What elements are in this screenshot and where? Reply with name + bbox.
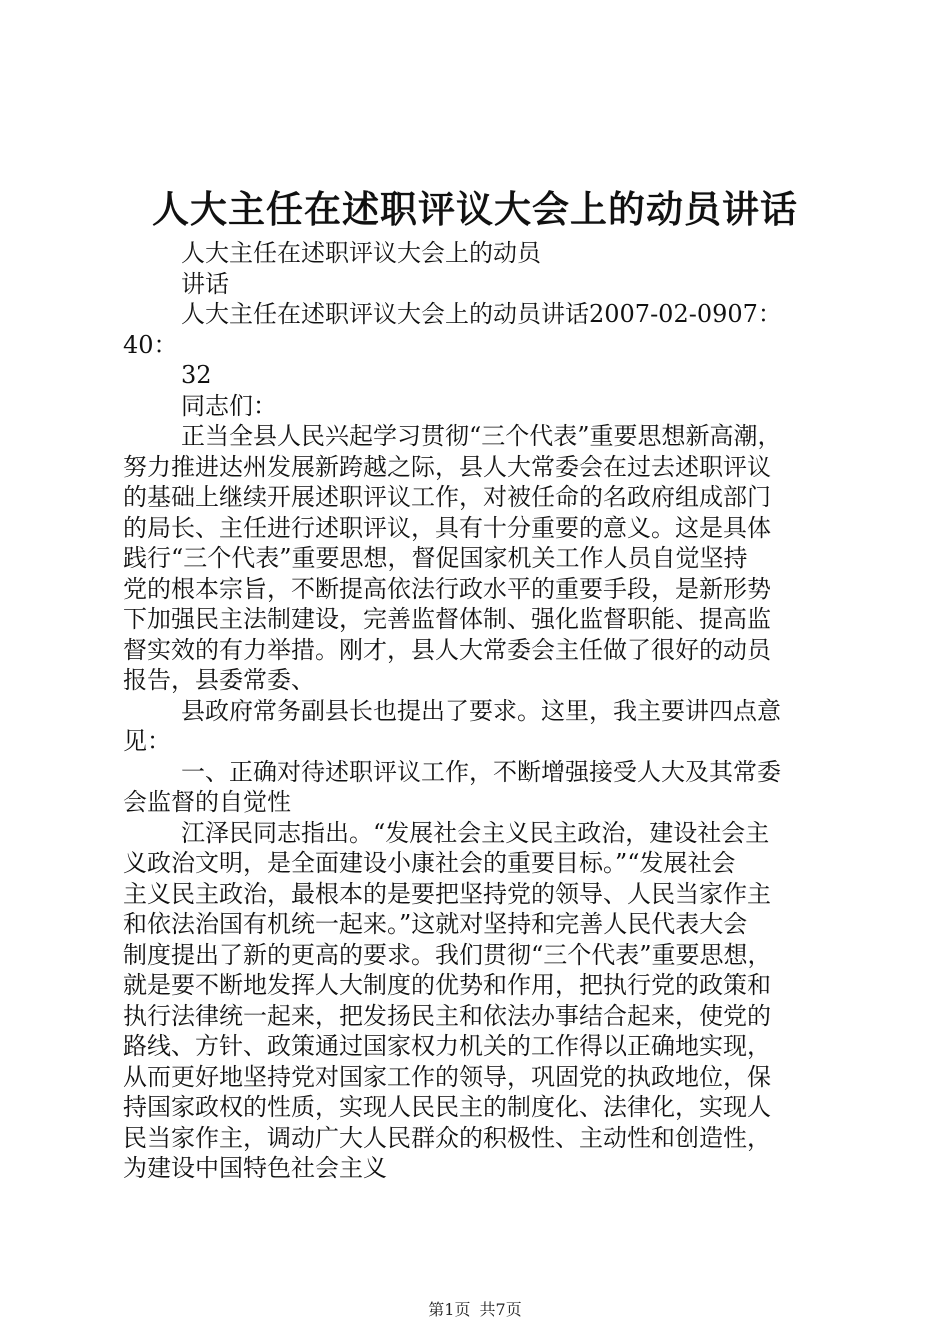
paragraph-line: 报告，县委常委、	[123, 666, 315, 694]
paragraph-line: 的基础上继续开展述职评议工作，对被任命的名政府组成部门	[123, 483, 771, 511]
page-footer	[0, 1297, 950, 1320]
paragraph-line: 为建设中国特色社会主义	[123, 1154, 387, 1182]
page-number: 第1页	[428, 1300, 471, 1319]
section-heading: 一、正确对待述职评议工作，不断增强接受人大及其常委	[181, 757, 781, 786]
date-line: 32	[181, 361, 212, 389]
paragraph-line: 践行“三个代表”重要思想，督促国家机关工作人员自觉坚持	[123, 544, 748, 572]
page-total: 共7页	[479, 1300, 522, 1319]
paragraph-line: 义政治文明，是全面建设小康社会的重要目标。”“发展社会	[123, 849, 736, 877]
subtitle-line: 讲话	[181, 269, 229, 298]
paragraph-line: 见：	[123, 727, 171, 755]
paragraph-line: 执行法律统一起来，把发扬民主和依法办事结合起来，使党的	[123, 1001, 771, 1030]
salutation: 同志们：	[181, 391, 277, 420]
paragraph-line: 主义民主政治，最根本的是要把坚持党的领导、人民当家作主	[123, 879, 771, 908]
paragraph-line: 努力推进达州发展新跨越之际，县人大常委会在过去述职评议	[123, 452, 771, 481]
paragraph-line: 的局长、主任进行述职评议，具有十分重要的意义。这是具体	[123, 513, 771, 542]
document-body	[123, 238, 833, 1184]
document-title: 人大主任在述职评议大会上的动员讲话	[152, 187, 798, 231]
paragraph-line: 路线、方针、政策通过国家权力机关的工作得以正确地实现，	[123, 1032, 771, 1060]
date-line: 40：	[123, 330, 178, 359]
paragraph-line: 制度提出了新的更高的要求。我们贯彻“三个代表”重要思想，	[123, 940, 772, 969]
subtitle-line: 人大主任在述职评议大会上的动员	[181, 239, 541, 267]
paragraph-line: 民当家作主，调动广大人民群众的积极性、主动性和创造性，	[123, 1123, 771, 1152]
paragraph-line: 持国家政权的性质，实现人民民主的制度化、法律化，实现人	[123, 1093, 771, 1121]
paragraph-line: 下加强民主法制建设，完善监督体制、强化监督职能、提高监	[123, 605, 771, 633]
paragraph-line: 督实效的有力举措。刚才，县人大常委会主任做了很好的动员	[123, 635, 771, 664]
paragraph-line: 正当全县人民兴起学习贯彻“三个代表”重要思想新高潮，	[181, 422, 782, 450]
paragraph-line: 江泽民同志指出。“发展社会主义民主政治，建设社会主	[181, 818, 770, 847]
paragraph-line: 县政府常务副县长也提出了要求。这里，我主要讲四点意	[181, 696, 781, 725]
paragraph-line: 和依法治国有机统一起来。”这就对坚持和完善人民代表大会	[123, 910, 748, 938]
date-line: 人大主任在述职评议大会上的动员讲话2007-02-0907：	[181, 300, 782, 328]
paragraph-line: 就是要不断地发挥人大制度的优势和作用，把执行党的政策和	[123, 971, 771, 999]
paragraph-line: 从而更好地坚持党对国家工作的领导，巩固党的执政地位，保	[123, 1062, 771, 1091]
paragraph-line: 党的根本宗旨，不断提高依法行政水平的重要手段，是新形势	[123, 574, 771, 603]
section-heading: 会监督的自觉性	[123, 788, 291, 816]
